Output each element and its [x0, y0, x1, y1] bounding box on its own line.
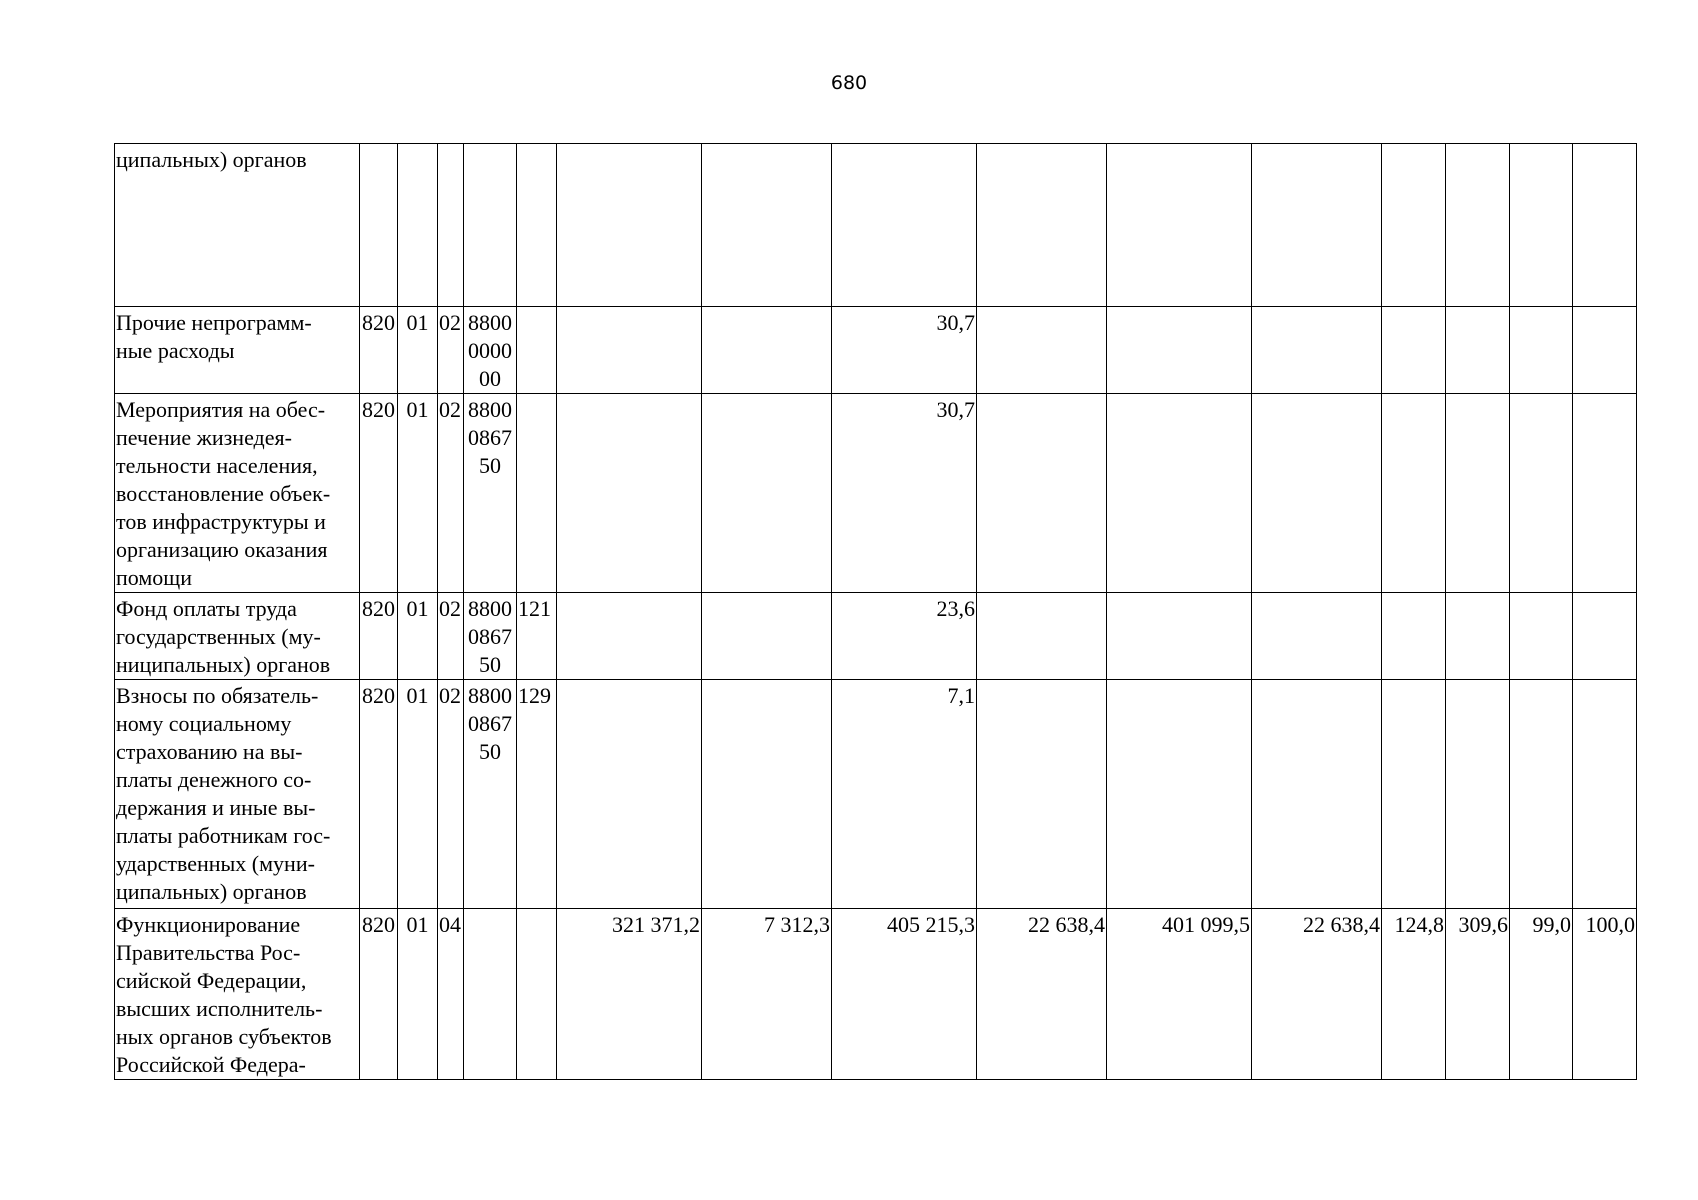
cell-amount-3: 7,1: [832, 680, 977, 909]
cell-amount-4: 22 638,4: [977, 909, 1107, 1080]
cell-amount-1: [557, 680, 702, 909]
cell-expense-type: [517, 307, 557, 394]
cell-amount-4: [977, 394, 1107, 593]
cell-target-article: 8800 0867 50: [464, 680, 517, 909]
cell-amount-6: [1252, 394, 1382, 593]
cell-amount-2: [702, 394, 832, 593]
cell-amount-2: [702, 144, 832, 307]
cell-amount-4: [977, 593, 1107, 680]
cell-percent-2: [1446, 144, 1510, 307]
cell-percent-1: [1382, 680, 1446, 909]
cell-amount-5: [1107, 307, 1252, 394]
cell-percent-2: [1446, 593, 1510, 680]
cell-percent-2: [1446, 307, 1510, 394]
cell-percent-1: [1382, 144, 1446, 307]
table-row: [115, 680, 1637, 909]
table-row: [115, 909, 1637, 1080]
cell-gov-code: 820: [360, 394, 398, 593]
cell-subsection: 04: [438, 909, 464, 1080]
cell-target-article: 8800 0867 50: [464, 394, 517, 593]
cell-amount-3: 405 215,3: [832, 909, 977, 1080]
cell-percent-4: 100,0: [1573, 909, 1637, 1080]
cell-name: Функционирование Правительства Рос- сийской Федерации, высших исполнитель- ных органов субъектов Российской Федера-: [115, 909, 360, 1080]
cell-section: 01: [398, 394, 438, 593]
cell-amount-3: 30,7: [832, 307, 977, 394]
cell-expense-type: [517, 144, 557, 307]
cell-name: Прочие непрограмм- ные расходы: [115, 307, 360, 394]
cell-amount-6: [1252, 307, 1382, 394]
cell-amount-3: 30,7: [832, 394, 977, 593]
cell-amount-5: [1107, 680, 1252, 909]
cell-target-article: 8800 0867 50: [464, 593, 517, 680]
table-row: [115, 593, 1637, 680]
cell-target-article: [464, 909, 517, 1080]
cell-gov-code: 820: [360, 307, 398, 394]
cell-name: Взносы по обязатель- ному социальному страхованию на вы- платы денежного со- держания и иные вы- платы работникам гос- ударственных (муни- ципальных) органов: [115, 680, 360, 909]
cell-amount-5: [1107, 394, 1252, 593]
cell-amount-1: 321 371,2: [557, 909, 702, 1080]
cell-expense-type: [517, 909, 557, 1080]
cell-percent-1: [1382, 593, 1446, 680]
cell-percent-3: [1510, 680, 1573, 909]
cell-gov-code: [360, 144, 398, 307]
cell-amount-5: 401 099,5: [1107, 909, 1252, 1080]
cell-section: [398, 144, 438, 307]
table-row: [115, 144, 1637, 307]
cell-amount-2: [702, 307, 832, 394]
cell-amount-4: [977, 307, 1107, 394]
cell-subsection: 02: [438, 394, 464, 593]
cell-percent-1: [1382, 394, 1446, 593]
cell-subsection: 02: [438, 593, 464, 680]
table-row: [115, 394, 1637, 593]
cell-name: Фонд оплаты труда государственных (му- ниципальных) органов: [115, 593, 360, 680]
page-number: 680: [830, 72, 868, 94]
cell-amount-5: [1107, 144, 1252, 307]
cell-amount-3: [832, 144, 977, 307]
cell-amount-1: [557, 593, 702, 680]
cell-amount-5: [1107, 593, 1252, 680]
cell-percent-4: [1573, 144, 1637, 307]
cell-amount-2: [702, 680, 832, 909]
cell-percent-4: [1573, 394, 1637, 593]
budget-table: [114, 143, 1637, 1080]
cell-amount-6: 22 638,4: [1252, 909, 1382, 1080]
cell-percent-4: [1573, 593, 1637, 680]
cell-gov-code: 820: [360, 909, 398, 1080]
cell-percent-2: [1446, 394, 1510, 593]
cell-percent-1: [1382, 307, 1446, 394]
cell-section: 01: [398, 680, 438, 909]
cell-amount-1: [557, 307, 702, 394]
cell-gov-code: 820: [360, 593, 398, 680]
cell-amount-6: [1252, 680, 1382, 909]
cell-expense-type: [517, 394, 557, 593]
cell-gov-code: 820: [360, 680, 398, 909]
cell-amount-1: [557, 144, 702, 307]
cell-percent-3: [1510, 307, 1573, 394]
cell-percent-3: [1510, 394, 1573, 593]
cell-percent-1: 124,8: [1382, 909, 1446, 1080]
cell-amount-4: [977, 680, 1107, 909]
cell-percent-3: [1510, 593, 1573, 680]
cell-section: 01: [398, 593, 438, 680]
cell-percent-3: 99,0: [1510, 909, 1573, 1080]
cell-target-article: [464, 144, 517, 307]
cell-target-article: 8800 0000 00: [464, 307, 517, 394]
cell-amount-6: [1252, 144, 1382, 307]
cell-amount-6: [1252, 593, 1382, 680]
cell-expense-type: 129: [517, 680, 557, 909]
cell-amount-1: [557, 394, 702, 593]
cell-amount-2: [702, 593, 832, 680]
cell-amount-2: 7 312,3: [702, 909, 832, 1080]
cell-percent-4: [1573, 680, 1637, 909]
cell-percent-2: [1446, 680, 1510, 909]
cell-section: 01: [398, 307, 438, 394]
cell-percent-3: [1510, 144, 1573, 307]
cell-amount-4: [977, 144, 1107, 307]
cell-percent-4: [1573, 307, 1637, 394]
cell-name: ципальных) органов: [115, 144, 360, 307]
cell-subsection: [438, 144, 464, 307]
cell-percent-2: 309,6: [1446, 909, 1510, 1080]
cell-expense-type: 121: [517, 593, 557, 680]
table-row: [115, 307, 1637, 394]
cell-subsection: 02: [438, 680, 464, 909]
cell-section: 01: [398, 909, 438, 1080]
cell-name: Мероприятия на обес- печение жизнедея- тельности населения, восстановление объек- тов инфраструктуры и организацию оказания помощи: [115, 394, 360, 593]
cell-amount-3: 23,6: [832, 593, 977, 680]
cell-subsection: 02: [438, 307, 464, 394]
